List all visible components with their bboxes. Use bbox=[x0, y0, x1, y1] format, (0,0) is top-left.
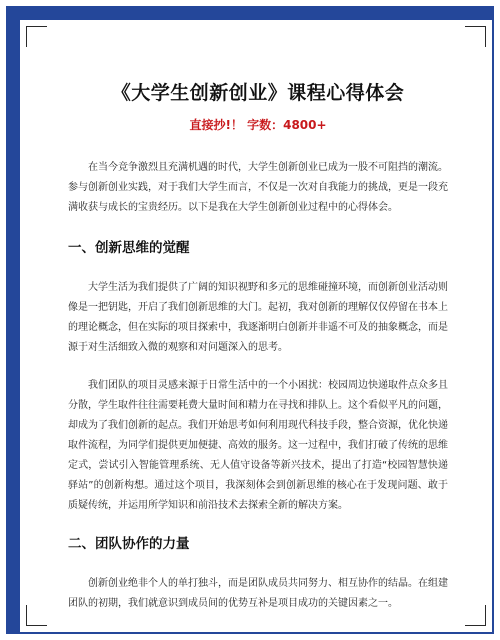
document-content bbox=[68, 80, 448, 614]
document-page bbox=[20, 20, 492, 632]
corner-mark-top-left bbox=[26, 26, 47, 47]
page-border bbox=[6, 6, 494, 634]
document-title: 《大学生创新创业》课程心得体会 bbox=[111, 82, 405, 104]
corner-mark-bottom-left bbox=[26, 605, 47, 626]
document-subtitle: 直接抄!！ 字数：4800+ bbox=[189, 118, 327, 132]
corner-mark-bottom-right bbox=[465, 605, 486, 626]
section-1-paragraph-1: 大学生活为我们提供了广阔的知识视野和多元的思维碰撞环境，而创新创业活动则像是一把钥匙，开启了我们创新思维的大门。起初，我对创新的理解仅仅停留在书本上的理论概念，但在实际的项目探索中，我逐渐明白创新并非遥不可及的抽象概念，而是源于对生活细致入微的观察和对问题深入的思考。 bbox=[68, 282, 448, 353]
section-heading-teamwork: 二、团队协作的力量 bbox=[68, 536, 190, 552]
section-1-paragraph-2: 我们团队的项目灵感来源于日常生活中的一个小困扰：校园周边快递取件点众多且分散，学生取件往往需要耗费大量时间和精力在寻找和排队上。这个看似平凡的问题，却成为了我们创新的起点。我们开始思考如何利用现代科技手段，整合资源，优化快递取件流程，为同学们提供更加便捷、高效的服务。这一过程中，我们打破了传统的思维定式，尝试引入智能管理系统、无人值守设备等新兴技术，提出了打造“校园智慧快递驿站”的创新构想。通过这个项目，我深刻体会到创新思维的核心在于发现问题、敢于质疑传统，并运用所学知识和前沿技术去探索全新的解决方案。 bbox=[68, 380, 448, 511]
section-2-paragraph-1: 创新创业绝非个人的单打独斗，而是团队成员共同努力、相互协作的结晶。在组建团队的初期，我们就意识到成员间的优势互补是项目成功的关键因素之一。 bbox=[68, 578, 448, 609]
corner-mark-top-right bbox=[465, 26, 486, 47]
section-heading-innovation: 一、创新思维的觉醒 bbox=[68, 240, 190, 256]
intro-paragraph: 在当今竞争激烈且充满机遇的时代，大学生创新创业已成为一股不可阻挡的潮流。参与创新创业实践，对于我们大学生而言，不仅是一次对自我能力的挑战，更是一段充满收获与成长的宝贵经历。以下是我在大学生创新创业过程中的心得体会。 bbox=[68, 162, 448, 213]
